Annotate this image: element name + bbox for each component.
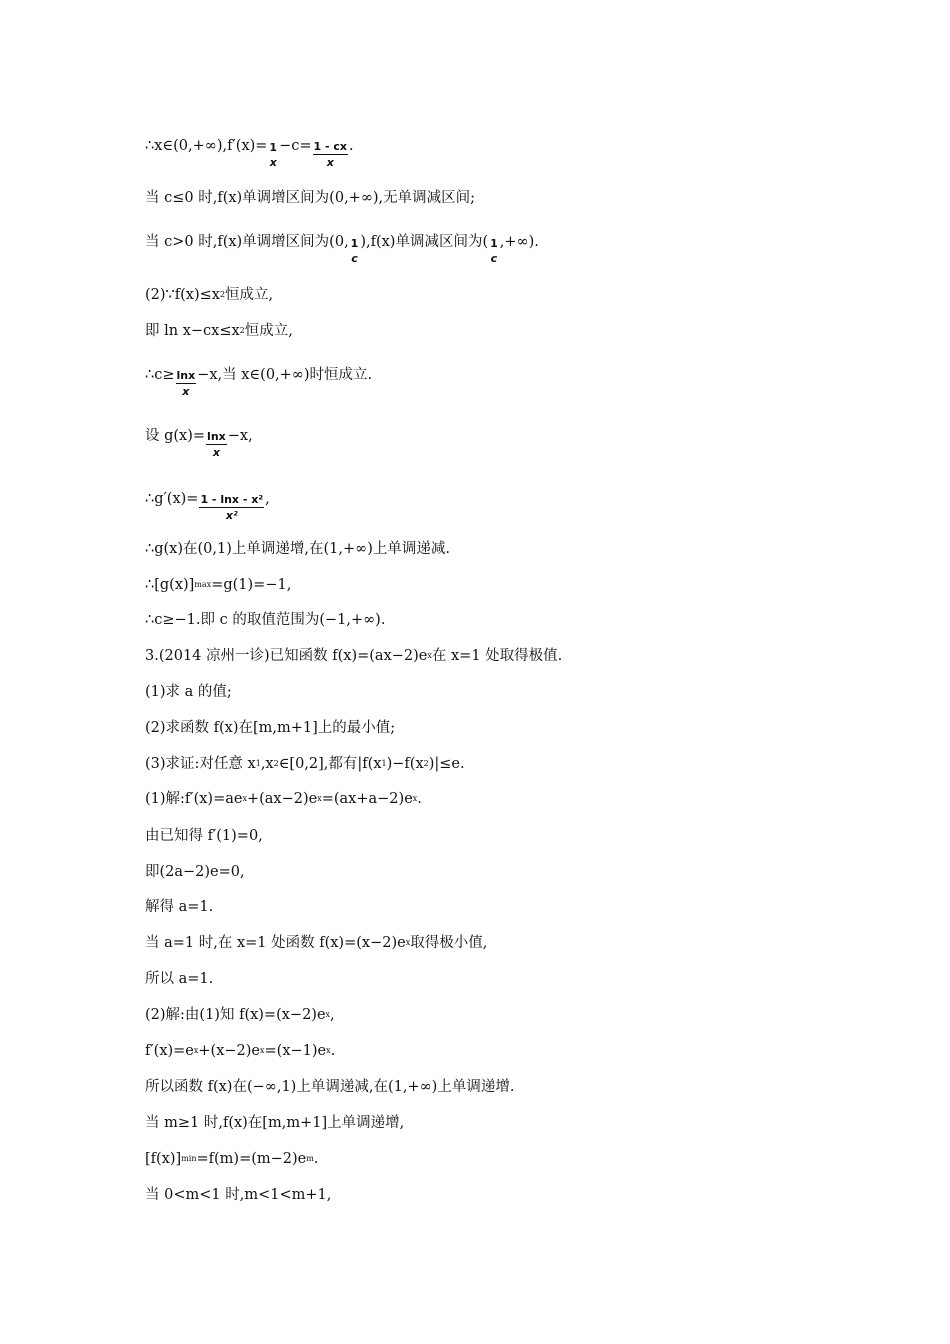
fraction-numerator: 1 (269, 140, 278, 154)
text-segment: 恒成立, (244, 323, 293, 339)
text-line (145, 131, 354, 169)
fraction-denominator: x (182, 385, 190, 398)
text-segment: ∴c≥ (145, 366, 175, 383)
text-segment: f′(x)=e (145, 1043, 194, 1059)
text-segment: . (349, 137, 354, 154)
fraction-denominator: x (326, 156, 334, 169)
text-segment: )|≤e. (428, 756, 465, 772)
text-line: 即 ln x−cx≤x 2 恒成立, (145, 323, 293, 339)
text-segment: 在 x=1 处取得极值. (431, 648, 563, 664)
text-segment: ,x (260, 756, 274, 772)
text-segment: (1)解:f′(x)=ae (145, 791, 243, 807)
text-segment: 恒成立, (225, 287, 274, 303)
text-segment: +(x−2)e (198, 1043, 261, 1059)
text-segment: =f(m)=(m−2)e (196, 1151, 307, 1167)
text-line: (2)求函数 f(x)在[m,m+1]上的最小值; (145, 720, 396, 736)
text-line: [f(x)] min =f(m)=(m−2)e m . (145, 1151, 319, 1167)
fraction-denominator: x (269, 155, 277, 169)
text-segment: =(ax+a−2)e (321, 791, 413, 807)
text-segment: (2)∵f(x)≤x (145, 287, 220, 303)
text-line: f′(x)=e x +(x−2)e x =(x−1)e x . (145, 1043, 336, 1059)
text-line: 由已知得 f′(1)=0, (145, 828, 263, 844)
text-line: 所以 a=1. (145, 971, 214, 987)
text-line (145, 484, 270, 522)
text-line: (1)求 a 的值; (145, 684, 232, 700)
text-segment: −x, (227, 427, 253, 444)
text-segment: 即 ln x−cx≤x (145, 323, 240, 339)
text-segment: ∈[0,2],都有|f(x (278, 756, 382, 772)
fraction-numerator: lnx (176, 369, 196, 382)
text-line: 即(2a−2)e=0, (145, 864, 245, 880)
text-segment: −x,当 x∈(0,+∞)时恒成立. (197, 366, 373, 383)
text-segment: ),f(x)单调减区间为( (360, 234, 489, 250)
text-segment: (3)求证:对任意 x (145, 756, 256, 772)
text-segment: , (265, 490, 270, 507)
text-segment: ∴g′(x)= (145, 490, 199, 507)
text-segment: 取得极小值, (410, 935, 488, 951)
text-segment: )−f(x (386, 756, 424, 772)
text-segment: . (330, 1043, 336, 1059)
fraction (489, 237, 499, 265)
text-segment: 当 c>0 时,f(x)单调增区间为(0, (145, 234, 349, 250)
fraction (199, 493, 264, 522)
text-segment: =(x−1)e (264, 1043, 327, 1059)
text-line (145, 228, 539, 265)
text-segment: −c= (279, 137, 312, 154)
text-line: ∴c≥−1.即 c 的取值范围为(−1,+∞). (145, 612, 386, 628)
text-line: (2)∵f(x)≤x 2 恒成立, (145, 287, 274, 303)
text-line: 当 c≤0 时,f(x)单调增区间为(0,+∞),无单调减区间; (145, 190, 476, 206)
text-segment: =g(1)=−1, (211, 577, 292, 593)
fraction (313, 140, 349, 169)
text-line: ∴[g(x)] max =g(1)=−1, (145, 577, 292, 593)
text-line: (2)解:由(1)知 f(x)=(x−2)e x , (145, 1007, 335, 1023)
fraction-numerator: lnx (207, 430, 226, 443)
text-segment: ∴x∈(0,+∞),f′(x)= (145, 137, 268, 154)
text-segment: ,+∞). (499, 234, 539, 250)
fraction-numerator: 1 (490, 237, 498, 250)
text-segment: +(ax−2)e (246, 791, 318, 807)
fraction-numerator: 1 - cx (313, 140, 347, 153)
fraction (268, 141, 278, 169)
fraction (206, 430, 227, 459)
text-segment: [f(x)] (145, 1151, 182, 1167)
text-line: 当 m≥1 时,f(x)在[m,m+1]上单调递增, (145, 1115, 405, 1131)
text-line: ∴g(x)在(0,1)上单调递增,在(1,+∞)上单调递减. (145, 541, 450, 557)
text-segment: (2)解:由(1)知 f(x)=(x−2)e (145, 1007, 326, 1023)
text-line: 当 a=1 时,在 x=1 处函数 f(x)=(x−2)e x 取得极小值, (145, 935, 488, 951)
text-segment: . (313, 1151, 319, 1167)
text-line (145, 421, 253, 459)
fraction-numerator: 1 - lnx - x² (200, 493, 264, 506)
text-segment: , (330, 1007, 335, 1023)
text-segment: 3.(2014 凉州一诊)已知函数 f(x)=(ax−2)e (145, 648, 428, 664)
text-line: 当 0<m<1 时,m<1<m+1, (145, 1187, 332, 1203)
text-segment: ∴[g(x)] (145, 577, 195, 593)
text-line: 3.(2014 凉州一诊)已知函数 f(x)=(ax−2)e x 在 x=1 处取得极值. (145, 648, 563, 664)
fraction (350, 237, 360, 265)
fraction (176, 369, 197, 398)
text-line: 所以函数 f(x)在(−∞,1)上单调递减,在(1,+∞)上单调递增. (145, 1079, 515, 1095)
text-line: 解得 a=1. (145, 899, 214, 915)
text-segment: . (417, 791, 422, 807)
fraction-denominator: x (212, 446, 220, 459)
text-line: (1)解:f′(x)=ae x +(ax−2)e x =(ax+a−2)e x . (145, 791, 422, 807)
fraction-denominator: c (351, 252, 358, 265)
text-line (145, 360, 373, 398)
fraction-denominator: c (490, 252, 498, 265)
text-line: (3)求证:对任意 x 1 ,x 2 ∈[0,2],都有|f(x 1 )−f(x 2 )|≤e. (145, 756, 465, 772)
fraction-denominator: x² (225, 509, 238, 522)
text-segment: 设 g(x)= (145, 427, 206, 444)
text-segment: 当 a=1 时,在 x=1 处函数 f(x)=(x−2)e (145, 935, 406, 951)
fraction-numerator: 1 (350, 237, 359, 250)
